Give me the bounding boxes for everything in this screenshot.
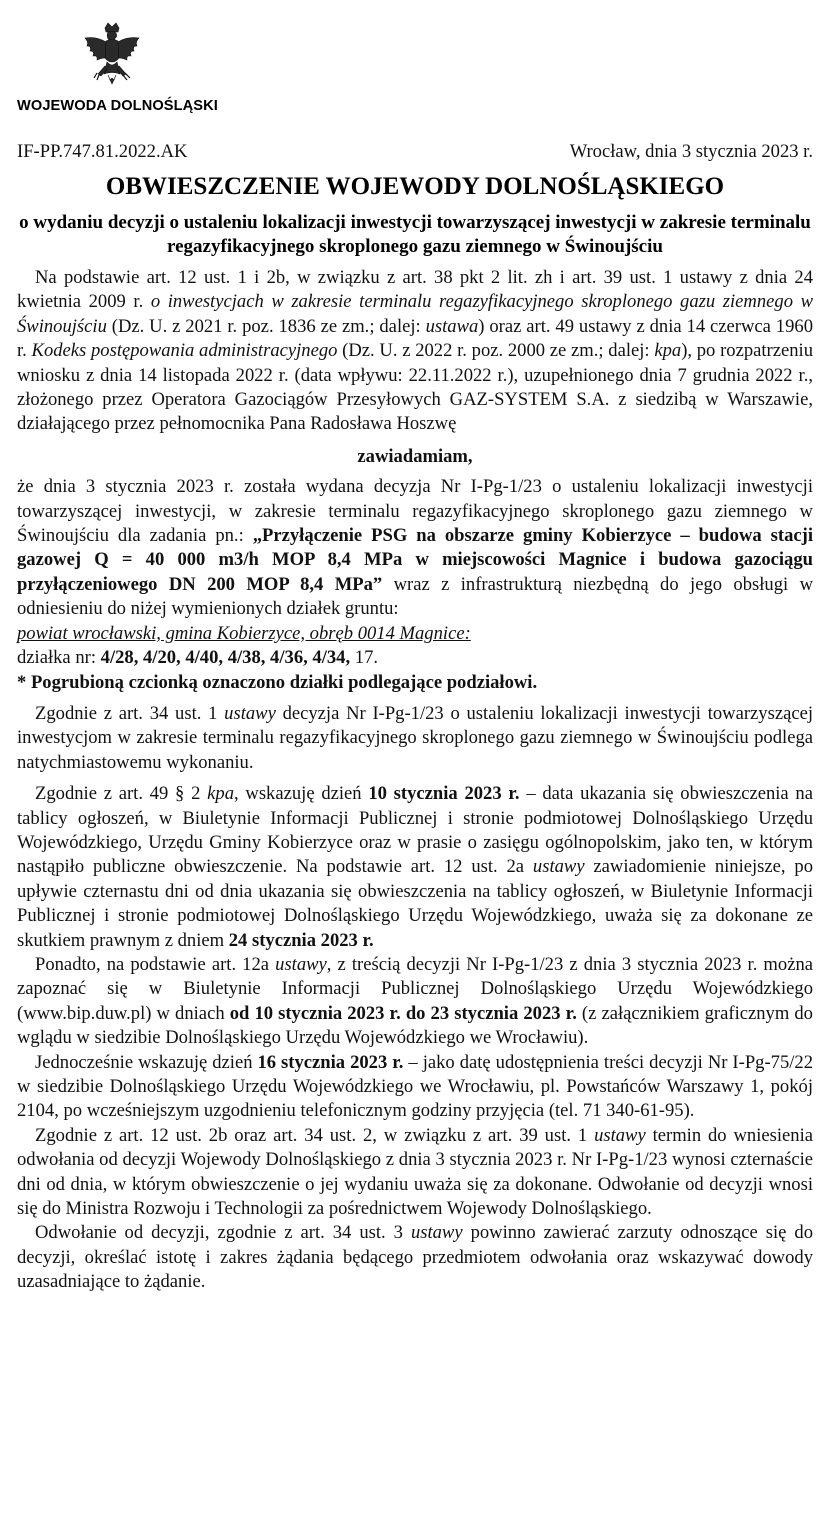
text-run: , z treścią decyzji Nr I-Pg-1/23 z dnia 3 stycznia 2023 r. można zapoznać się w Biuletynie Informacji Publicznej Dolnośląskiego Urzędu Wojewódzkiego (www.bip.duw.pl) w dniach <box>17 953 813 1024</box>
date-bold: 10 stycznia 2023 r. <box>368 783 520 805</box>
law-abbrev: ustawy <box>410 1222 463 1244</box>
paragraph-appeal-deadline <box>17 1124 813 1222</box>
text-run: że dnia 3 stycznia 2023 r. została wydana decyzja Nr I-Pg-1/23 o ustaleniu lokalizacji inwestycji towarzyszącej inwestycji, w zakresie terminalu regazyfikacyjnego skroplonego gazu ziemnego w Świnoujściu dla zadania pn.: <box>17 476 813 547</box>
text-run: Odwołanie od decyzji, zgodnie z art. 34 ust. 3 <box>35 1222 411 1244</box>
date-bold: 24 stycznia 2023 r. <box>228 929 374 951</box>
paragraph-availability <box>17 1051 813 1124</box>
meta-row <box>17 140 813 164</box>
law-abbrev: kpa <box>207 783 234 805</box>
text-run: Ponadto, na podstawie art. 12a <box>35 953 276 975</box>
text-run: , wskazuję dzień <box>234 783 369 805</box>
parcels-rest: 17. <box>350 647 379 669</box>
place-date: Wrocław, dnia 3 stycznia 2023 r. <box>569 141 813 162</box>
text-run: – jako datę udostępnienia treści decyzji Nr I-Pg-75/22 w siedzibie Dolnośląskiego Urzędu Wojewódzkiego we Wrocławiu, pl. Powstańców Warszawy 1, pokój 2104, po wcześniejszym uzgodnieniu telefonicznym godziny przyjęcia (tel. 71 340-61-95). <box>17 1051 813 1122</box>
text-run: ), po rozpatrzeniu wniosku z dnia 14 listopada 2022 r. (data wpływu: 22.11.2022 r.), uzupełnionego dnia 7 grudnia 2022 r., złożonego przez Operatora Gazociągów Przesyłowych GAZ-SYSTEM S.A. z siedzibą w Warszawie, działającego przez pełnomocnika Pana Radosława Hoszwę <box>17 340 813 435</box>
text-run: (z załącznikiem graficznym do wglądu w siedzibie Dolnośląskiego Urzędu Wojewódzkiego we Wrocławiu). <box>17 1002 813 1049</box>
case-number: IF-PP.747.81.2022.AK <box>17 141 188 162</box>
parcels-prefix: działka nr: <box>17 647 101 669</box>
text-run: Jednocześnie wskazuję dzień <box>35 1051 258 1073</box>
document-subtitle: o wydaniu decyzji o ustaleniu lokalizacji inwestycji towarzyszącej inwestycji w zakresie terminalu regazyfikacyjnego skroplonego gazu ziemnego w Świnoujściu <box>19 212 811 257</box>
note-text: * Pogrubioną czcionką oznaczono działki podlegające podziałowi. <box>17 671 538 693</box>
document-title: OBWIESZCZENIE WOJEWODY DOLNOŚLĄSKIEGO <box>105 173 725 200</box>
announcement-heading: zawiadamiam, <box>357 445 473 467</box>
law-abbrev: ustawy <box>275 953 327 975</box>
note-line <box>17 671 813 695</box>
paragraph-legal-basis <box>17 266 813 437</box>
text-run: Zgodnie z art. 49 § 2 <box>35 783 208 805</box>
text-run: (Dz. U. z 2022 r. poz. 2000 ze zm.; dalej: <box>337 340 655 362</box>
location-text: powiat wrocławski, gmina Kobierzyce, obręb 0014 Magnice: <box>17 622 471 644</box>
date-range-bold: od 10 stycznia 2023 r. do 23 stycznia 2023 r. <box>229 1002 577 1024</box>
text-run: zawiadomienie niniejsze, po upływie czternastu dni od dnia ukazania się obwieszczenia na tablicy ogłoszeń, w Biuletynie Informacji Publicznej i stronie podmiotowej Dolnośląskiego Urzędu Wojewódzkiego, uważa się za dokonane ze skutkiem prawnym z dniem <box>17 856 813 951</box>
law-abbrev: ustawa <box>425 315 479 337</box>
law-abbrev: kpa <box>654 340 682 362</box>
paragraph-decision <box>17 475 813 621</box>
law-title: o inwestycjach w zakresie terminalu regazyfikacyjnego skroplonego gazu ziemnego w Świnoujściu <box>17 291 813 337</box>
law-title: Kodeks postępowania administracyjnego <box>31 340 338 362</box>
law-abbrev: ustawy <box>532 856 585 878</box>
eagle-emblem-icon <box>81 22 143 94</box>
paragraph-publication-date <box>17 782 813 953</box>
text-run: ) oraz art. 49 ustawy z dnia 14 czerwca 1960 r. <box>17 315 813 362</box>
text-run: powinno zawierać zarzuty odnoszące się do decyzji, określać istotę i zakres żądania będącego przedmiotem odwołania oraz wskazywać dowody uzasadniające to żądanie. <box>17 1222 813 1293</box>
text-run: Na podstawie art. 12 ust. 1 i 2b, w związku z art. 38 pkt 2 lit. zh i art. 39 ust. 1 ustawy z dnia 24 kwietnia 2009 r. <box>17 267 813 313</box>
text-run: decyzja Nr I-Pg-1/23 o ustaleniu lokalizacji inwestycji towarzyszącej inwestycjom w zakresie terminalu regazyfikacyjnego skroplonego gazu ziemnego w Świnoujściu podlega natychmiastowemu wykonaniu. <box>17 702 814 773</box>
authority-name: WOJEWODA DOLNOŚLĄSKI <box>17 98 218 114</box>
text-run: Zgodnie z art. 12 ust. 2b oraz art. 34 ust. 2, w związku z art. 39 ust. 1 <box>35 1124 595 1146</box>
paragraph-appeal-content <box>17 1221 813 1294</box>
text-run: – data ukazania się obwieszczenia na tablicy ogłoszeń, w Biuletynie Informacji Publicznej i stronie podmiotowej Dolnośląskiego Urzędu Wojewódzkiego, Urzędu Gminy Kobierzyce oraz w prasie o zasięgu ogólnopolskim, jako ten, w którym nastąpiło publiczne obwieszczenie. Na podstawie art. 12 ust. 2a <box>17 783 813 878</box>
law-abbrev: ustawy <box>224 702 276 724</box>
document-body <box>17 266 813 1295</box>
text-run: (Dz. U. z 2021 r. poz. 1836 ze zm.; dalej: <box>106 315 426 337</box>
text-run: Zgodnie z art. 34 ust. 1 <box>35 702 225 724</box>
paragraph-bip-access <box>17 953 813 1051</box>
text-run: wraz z infrastrukturą niezbędną do jego obsługi w odniesieniu do niżej wymienionych działek gruntu: <box>17 573 813 620</box>
parcels-line <box>17 646 813 670</box>
parcels-bold: 4/28, 4/20, 4/40, 4/38, 4/36, 4/34, <box>100 647 351 669</box>
location-line <box>17 622 813 646</box>
project-name: „Przyłączenie PSG na obszarze gminy Kobierzyce – budowa stacji gazowej Q = 40 000 m3/h MOP 8,4 MPa w miejscowości Magnice i budowa gazociągu przyłączeniowego DN 200 MOP 8,4 MPa” <box>17 525 813 595</box>
paragraph-immediate-execution <box>17 702 813 775</box>
text-run: termin do wniesienia odwołania od decyzji Wojewody Dolnośląskiego z dnia 3 stycznia 2023 r. Nr I-Pg-1/23 wynosi czternaście dni od dnia, w którym obwieszczenie o jej wydaniu uważa się za dokonane. Odwołanie od decyzji wnosi się do Ministra Rozwoju i Technologii za pośrednictwem Wojewody Dolnośląskiego. <box>17 1124 813 1220</box>
date-bold: 16 stycznia 2023 r. <box>257 1051 404 1073</box>
law-abbrev: ustawy <box>594 1124 646 1146</box>
